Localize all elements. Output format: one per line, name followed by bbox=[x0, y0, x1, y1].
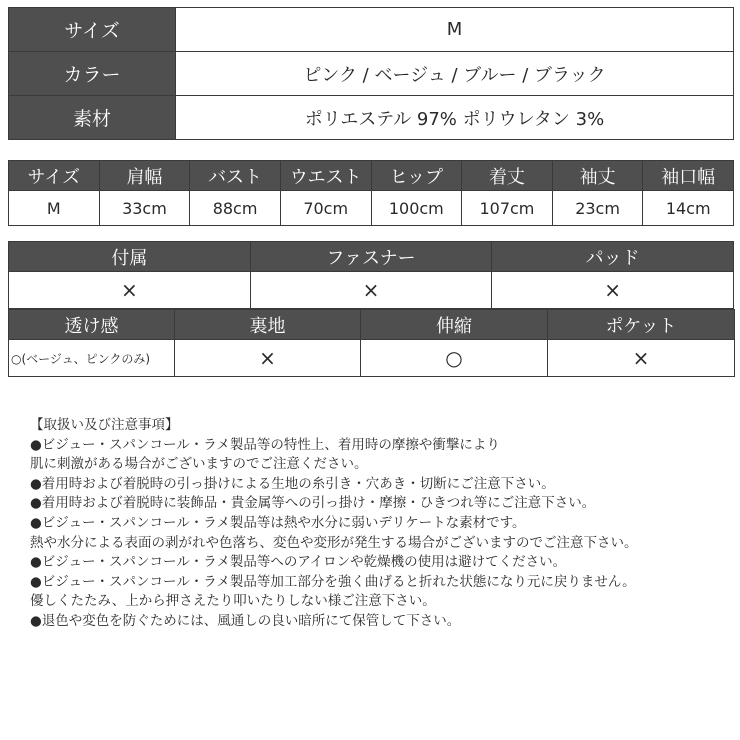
size-value-cell: 88cm bbox=[190, 191, 281, 226]
size-table-header-row bbox=[9, 161, 734, 191]
spec-label: 素材 bbox=[9, 96, 176, 140]
size-header-cell: 袖丈 bbox=[552, 161, 643, 191]
care-notes bbox=[30, 416, 730, 632]
spec-value: ピンク / ベージュ / ブルー / ブラック bbox=[176, 52, 734, 96]
care-notes-title: 【取扱い及び注意事項】 bbox=[30, 417, 179, 433]
spec-label: カラー bbox=[9, 52, 176, 96]
care-note-line: ●着用時および着脱時に装飾品・貴金属等への引っ掛け・摩擦・ひきつれ等にご注意下さい。 bbox=[30, 495, 596, 512]
feature-value-cell: × bbox=[175, 340, 361, 377]
care-note-line: ●退色や変色を防ぐためには、風通しの良い暗所にて保管して下さい。 bbox=[30, 612, 461, 629]
feature-header-cell: ポケット bbox=[548, 310, 735, 340]
size-value-cell: 70cm bbox=[280, 191, 371, 226]
size-header-cell: バスト bbox=[190, 161, 281, 191]
feature-table-accessories bbox=[8, 241, 734, 309]
size-value-cell: 33cm bbox=[99, 191, 190, 226]
feature-value-cell: × bbox=[9, 272, 251, 309]
feature-header-cell: パッド bbox=[492, 242, 734, 272]
spec-value: ポリエステル 97% ポリウレタン 3% bbox=[176, 96, 734, 140]
spec-row-size bbox=[9, 8, 734, 52]
size-header-cell: サイズ bbox=[9, 161, 100, 191]
feature-header-cell: 裏地 bbox=[175, 310, 361, 340]
feature-header-row bbox=[9, 242, 734, 272]
care-note-line: ●ビジュー・スパンコール・ラメ製品等の特性上、着用時の摩擦や衝撃により bbox=[30, 436, 500, 453]
size-value-cell: 14cm bbox=[643, 191, 734, 226]
spec-table bbox=[8, 7, 734, 140]
feature-value-cell: × bbox=[548, 340, 735, 377]
feature-header-cell: 透け感 bbox=[9, 310, 175, 340]
care-note-line: 肌に刺激がある場合がございますのでご注意ください。 bbox=[30, 456, 368, 473]
size-header-cell: 肩幅 bbox=[99, 161, 190, 191]
spec-value: M bbox=[176, 8, 734, 52]
feature-header-cell: 付属 bbox=[9, 242, 251, 272]
feature-table-properties bbox=[8, 309, 735, 377]
care-note-line: ●ビジュー・スパンコール・ラメ製品等へのアイロンや乾燥機の使用は避けてください。 bbox=[30, 554, 567, 571]
size-value-cell: 23cm bbox=[552, 191, 643, 226]
spec-row-color bbox=[9, 52, 734, 96]
care-note-line: ●ビジュー・スパンコール・ラメ製品等加工部分を強く曲げると折れた状態になり元に戻りません。 bbox=[30, 573, 636, 590]
feature-header-cell: 伸縮 bbox=[361, 310, 548, 340]
feature-value-cell: ○(ベージュ、ピンクのみ) bbox=[9, 340, 175, 377]
care-note-line: 熱や水分による表面の剥がれや色落ち、変色や変形が発生する場合がございますのでご注意下さい。 bbox=[30, 534, 638, 551]
feature-value-cell: × bbox=[250, 272, 492, 309]
spec-row-material bbox=[9, 96, 734, 140]
care-note-line: ●着用時および着脱時の引っ掛けによる生地の糸引き・穴あき・切断にご注意下さい。 bbox=[30, 475, 555, 492]
size-table-value-row bbox=[9, 191, 734, 226]
care-note-line: 優しくたたみ、上から押さえたり叩いたりしない様ご注意下さい。 bbox=[30, 593, 436, 610]
size-header-cell: 着丈 bbox=[462, 161, 553, 191]
feature-value-row bbox=[9, 340, 735, 377]
size-header-cell: ウエスト bbox=[280, 161, 371, 191]
feature-value-row bbox=[9, 272, 734, 309]
size-value-cell: M bbox=[9, 191, 100, 226]
feature-value-cell: ○ bbox=[361, 340, 548, 377]
size-table bbox=[8, 160, 734, 226]
feature-header-cell: ファスナー bbox=[250, 242, 492, 272]
size-header-cell: ヒップ bbox=[371, 161, 462, 191]
feature-header-row bbox=[9, 310, 735, 340]
care-note-line: ●ビジュー・スパンコール・ラメ製品等は熱や水分に弱いデリケートな素材です。 bbox=[30, 514, 526, 531]
spec-label: サイズ bbox=[9, 8, 176, 52]
size-value-cell: 107cm bbox=[462, 191, 553, 226]
size-header-cell: 袖口幅 bbox=[643, 161, 734, 191]
feature-value-cell: × bbox=[492, 272, 734, 309]
size-value-cell: 100cm bbox=[371, 191, 462, 226]
